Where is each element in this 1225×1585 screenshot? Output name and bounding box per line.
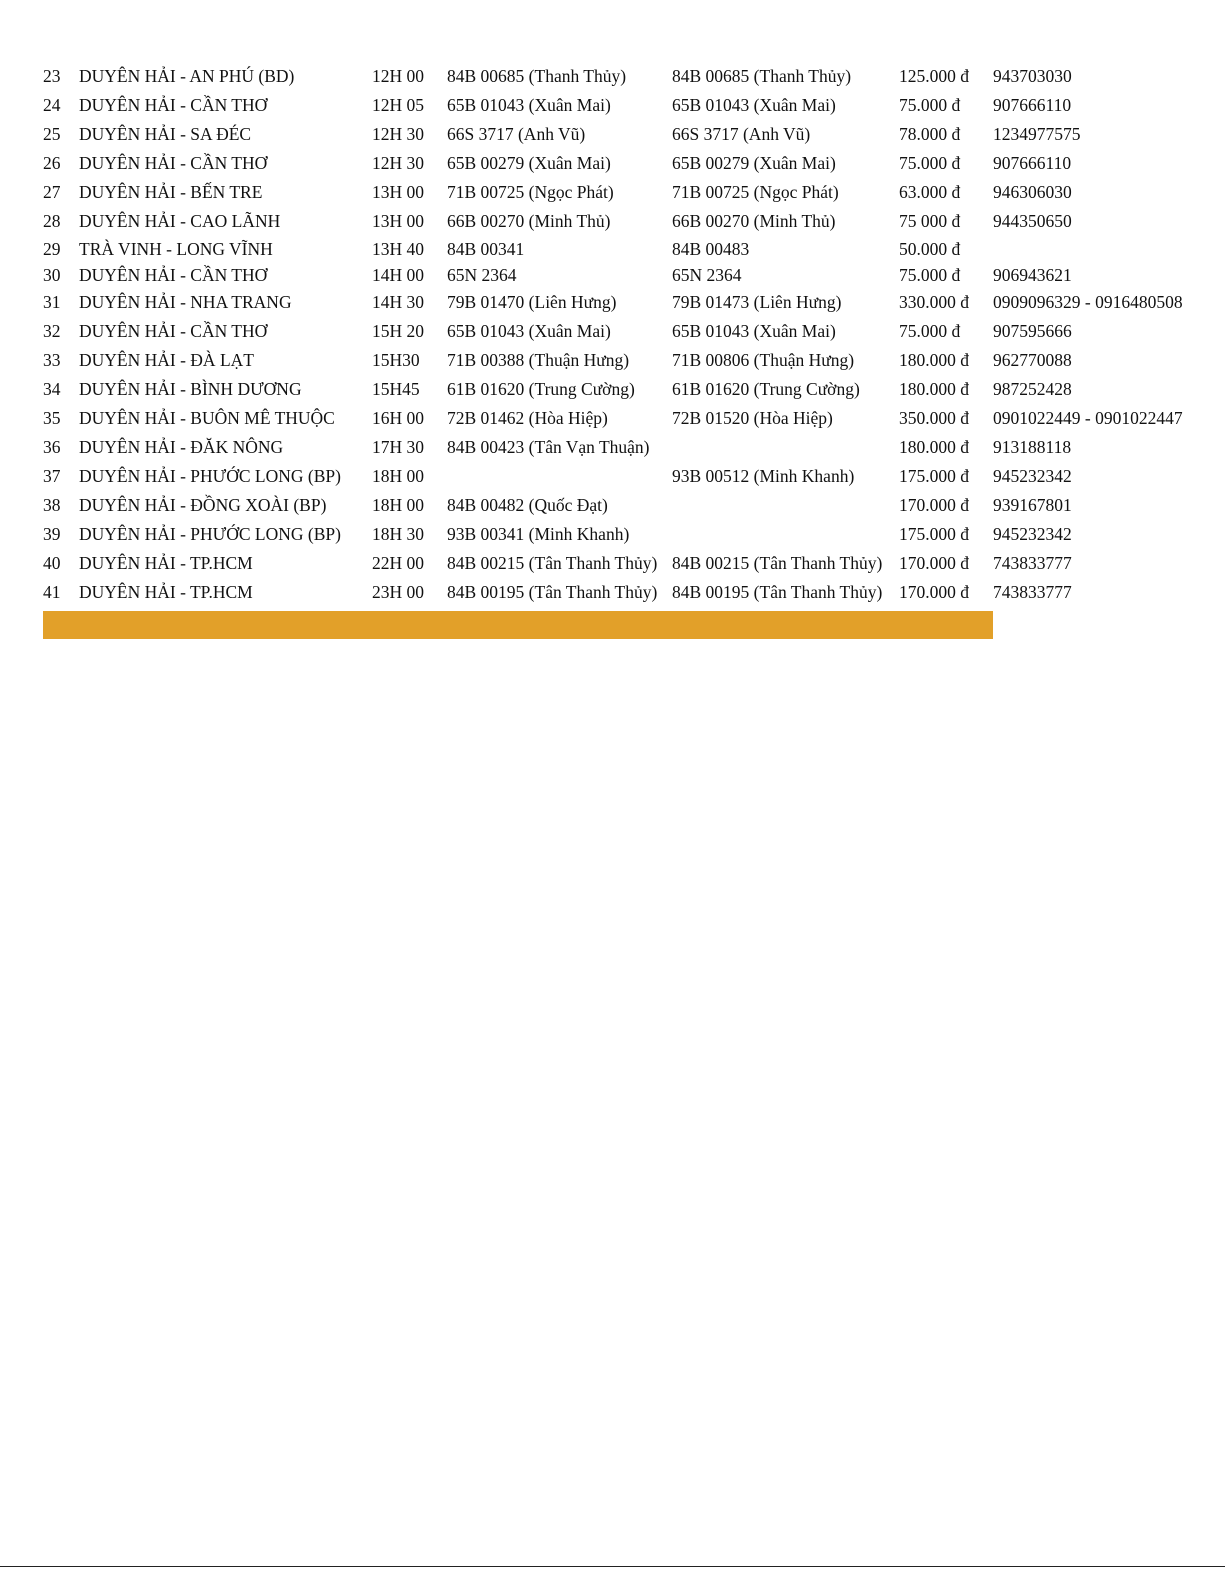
table-row [0,520,1225,549]
contact-phone: 743833777 [993,582,1072,602]
route-name: DUYÊN HẢI - ĐÀ LẠT [79,350,254,370]
table-row [0,433,1225,462]
contact-phone: 907666110 [993,95,1072,115]
route-name: DUYÊN HẢI - PHƯỚC LONG (BP) [79,466,341,486]
contact-phone: 907595666 [993,321,1072,341]
route-name: DUYÊN HẢI - ĐỒNG XOÀI (BP) [79,495,327,515]
route-name: DUYÊN HẢI - CAO LÃNH [79,211,281,231]
row-number: 29 [43,239,61,259]
row-number: 28 [43,211,61,231]
departure-time: 12H 05 [372,95,425,115]
route-name: DUYÊN HẢI - BẾN TRE [79,182,263,202]
bus-plate-1: 84B 00423 (Tân Vạn Thuận) [447,437,650,457]
bus-plate-1: 65B 01043 (Xuân Mai) [447,321,611,341]
bus-plate-2: 93B 00512 (Minh Khanh) [672,466,855,486]
route-name: DUYÊN HẢI - ĐĂK NÔNG [79,437,284,457]
row-number: 35 [43,408,61,428]
table-row [0,404,1225,433]
table-row [0,91,1225,120]
departure-time: 12H 30 [372,124,425,144]
bus-plate-1: 84B 00482 (Quốc Đạt) [447,495,608,515]
row-number: 25 [43,124,61,144]
contact-phone: 987252428 [993,379,1072,399]
table-row [0,149,1225,178]
bus-plate-2: 84B 00195 (Tân Thanh Thủy) [672,582,883,602]
bus-plate-2: 65B 01043 (Xuân Mai) [672,95,836,115]
ticket-price: 75.000 đ [899,95,961,115]
contact-phone: 743833777 [993,553,1072,573]
row-number: 34 [43,379,61,399]
bus-plate-2: 66B 00270 (Minh Thủ) [672,211,836,231]
ticket-price: 170.000 đ [899,553,969,573]
ticket-price: 75 000 đ [899,211,961,231]
contact-phone: 0909096329 - 0916480508 [993,292,1183,312]
table-row [0,462,1225,491]
bus-plate-2: 71B 00725 (Ngọc Phát) [672,182,839,202]
contact-phone: 0901022449 - 0901022447 [993,408,1183,428]
bus-plate-1: 66S 3717 (Anh Vũ) [447,124,586,144]
row-number: 37 [43,466,61,486]
ticket-price: 175.000 đ [899,466,969,486]
route-name: DUYÊN HẢI - BUÔN MÊ THUỘC [79,408,335,428]
route-name: DUYÊN HẢI - SA ĐÉC [79,124,252,144]
row-number: 30 [43,265,61,285]
row-number: 23 [43,66,61,86]
bus-plate-1: 84B 00685 (Thanh Thủy) [447,66,627,86]
departure-time: 22H 00 [372,553,425,573]
ticket-price: 330.000 đ [899,292,969,312]
row-number: 24 [43,95,61,115]
ticket-price: 75.000 đ [899,265,961,285]
ticket-price: 125.000 đ [899,66,969,86]
row-number: 39 [43,524,61,544]
departure-time: 14H 00 [372,265,425,285]
bus-plate-2: 84B 00483 [672,239,750,259]
bus-plate-1: 71B 00388 (Thuận Hưng) [447,350,630,370]
departure-time: 18H 00 [372,466,425,486]
bus-plate-2: 66S 3717 (Anh Vũ) [672,124,811,144]
bus-plate-1: 84B 00341 [447,239,525,259]
contact-phone: 962770088 [993,350,1072,370]
ticket-price: 50.000 đ [899,239,961,259]
bus-plate-1: 72B 01462 (Hòa Hiệp) [447,408,608,428]
ticket-price: 170.000 đ [899,582,969,602]
departure-time: 15H 20 [372,321,425,341]
ticket-price: 63.000 đ [899,182,961,202]
ticket-price: 78.000 đ [899,124,961,144]
bus-plate-1: 65N 2364 [447,265,517,285]
ticket-price: 180.000 đ [899,379,969,399]
route-name: DUYÊN HẢI - TP.HCM [79,553,253,573]
bus-plate-2: 65B 00279 (Xuân Mai) [672,153,836,173]
table-row [0,346,1225,375]
bus-plate-1: 93B 00341 (Minh Khanh) [447,524,630,544]
ticket-price: 170.000 đ [899,495,969,515]
contact-phone: 939167801 [993,495,1072,515]
bus-plate-1: 84B 00215 (Tân Thanh Thủy) [447,553,658,573]
departure-time: 12H 00 [372,66,425,86]
bus-plate-1: 84B 00195 (Tân Thanh Thủy) [447,582,658,602]
departure-time: 13H 00 [372,211,425,231]
ticket-price: 350.000 đ [899,408,969,428]
row-number: 36 [43,437,61,457]
table-row [0,578,1225,607]
route-name: DUYÊN HẢI - CẦN THƠ [79,321,268,341]
table-row [0,120,1225,149]
bus-plate-1: 61B 01620 (Trung Cường) [447,379,635,399]
contact-phone: 945232342 [993,466,1072,486]
contact-phone: 1234977575 [993,124,1081,144]
route-name: DUYÊN HẢI - CẦN THƠ [79,265,268,285]
bus-plate-2: 65N 2364 [672,265,742,285]
row-number: 26 [43,153,61,173]
route-name: DUYÊN HẢI - PHƯỚC LONG (BP) [79,524,341,544]
table-row [0,549,1225,578]
ticket-price: 75.000 đ [899,321,961,341]
bus-schedule-table [0,62,1225,607]
departure-time: 13H 40 [372,239,425,259]
row-number: 31 [43,292,61,312]
bus-plate-1: 65B 00279 (Xuân Mai) [447,153,611,173]
bus-plate-2: 65B 01043 (Xuân Mai) [672,321,836,341]
bus-plate-2: 61B 01620 (Trung Cường) [672,379,860,399]
departure-time: 12H 30 [372,153,425,173]
bus-plate-1: 71B 00725 (Ngọc Phát) [447,182,614,202]
table-row [0,375,1225,404]
contact-phone: 913188118 [993,437,1072,457]
table-row [0,236,1225,262]
bus-plate-2: 71B 00806 (Thuận Hưng) [672,350,855,370]
route-name: DUYÊN HẢI - TP.HCM [79,582,253,602]
table-row [0,62,1225,91]
table-row [0,491,1225,520]
footer-bar [43,611,993,639]
departure-time: 17H 30 [372,437,425,457]
contact-phone: 945232342 [993,524,1072,544]
page-bottom-rule [0,1566,1225,1567]
bus-plate-1: 66B 00270 (Minh Thủ) [447,211,611,231]
ticket-price: 180.000 đ [899,350,969,370]
contact-phone: 944350650 [993,211,1072,231]
route-name: TRÀ VINH - LONG VĨNH [79,239,273,259]
table-row [0,178,1225,207]
departure-time: 15H30 [372,350,420,370]
departure-time: 18H 00 [372,495,425,515]
route-name: DUYÊN HẢI - AN PHÚ (BD) [79,66,295,86]
row-number: 38 [43,495,61,515]
row-number: 27 [43,182,61,202]
departure-time: 14H 30 [372,292,425,312]
ticket-price: 75.000 đ [899,153,961,173]
contact-phone: 906943621 [993,265,1072,285]
bus-plate-2: 79B 01473 (Liên Hưng) [672,292,842,312]
table-row [0,317,1225,346]
route-name: DUYÊN HẢI - CẦN THƠ [79,153,268,173]
row-number: 40 [43,553,61,573]
table-row [0,288,1225,317]
route-name: DUYÊN HẢI - NHA TRANG [79,292,292,312]
table-row [0,262,1225,288]
departure-time: 13H 00 [372,182,425,202]
departure-time: 16H 00 [372,408,425,428]
departure-time: 18H 30 [372,524,425,544]
bus-plate-1: 79B 01470 (Liên Hưng) [447,292,617,312]
row-number: 41 [43,582,61,602]
route-name: DUYÊN HẢI - BÌNH DƯƠNG [79,379,302,399]
route-name: DUYÊN HẢI - CẦN THƠ [79,95,268,115]
row-number: 33 [43,350,61,370]
contact-phone: 907666110 [993,153,1072,173]
row-number: 32 [43,321,61,341]
bus-plate-2: 72B 01520 (Hòa Hiệp) [672,408,833,428]
departure-time: 23H 00 [372,582,425,602]
bus-plate-2: 84B 00685 (Thanh Thủy) [672,66,852,86]
bus-plate-2: 84B 00215 (Tân Thanh Thủy) [672,553,883,573]
departure-time: 15H45 [372,379,420,399]
ticket-price: 175.000 đ [899,524,969,544]
bus-plate-1: 65B 01043 (Xuân Mai) [447,95,611,115]
contact-phone: 946306030 [993,182,1072,202]
contact-phone: 943703030 [993,66,1072,86]
ticket-price: 180.000 đ [899,437,969,457]
table-row [0,207,1225,236]
